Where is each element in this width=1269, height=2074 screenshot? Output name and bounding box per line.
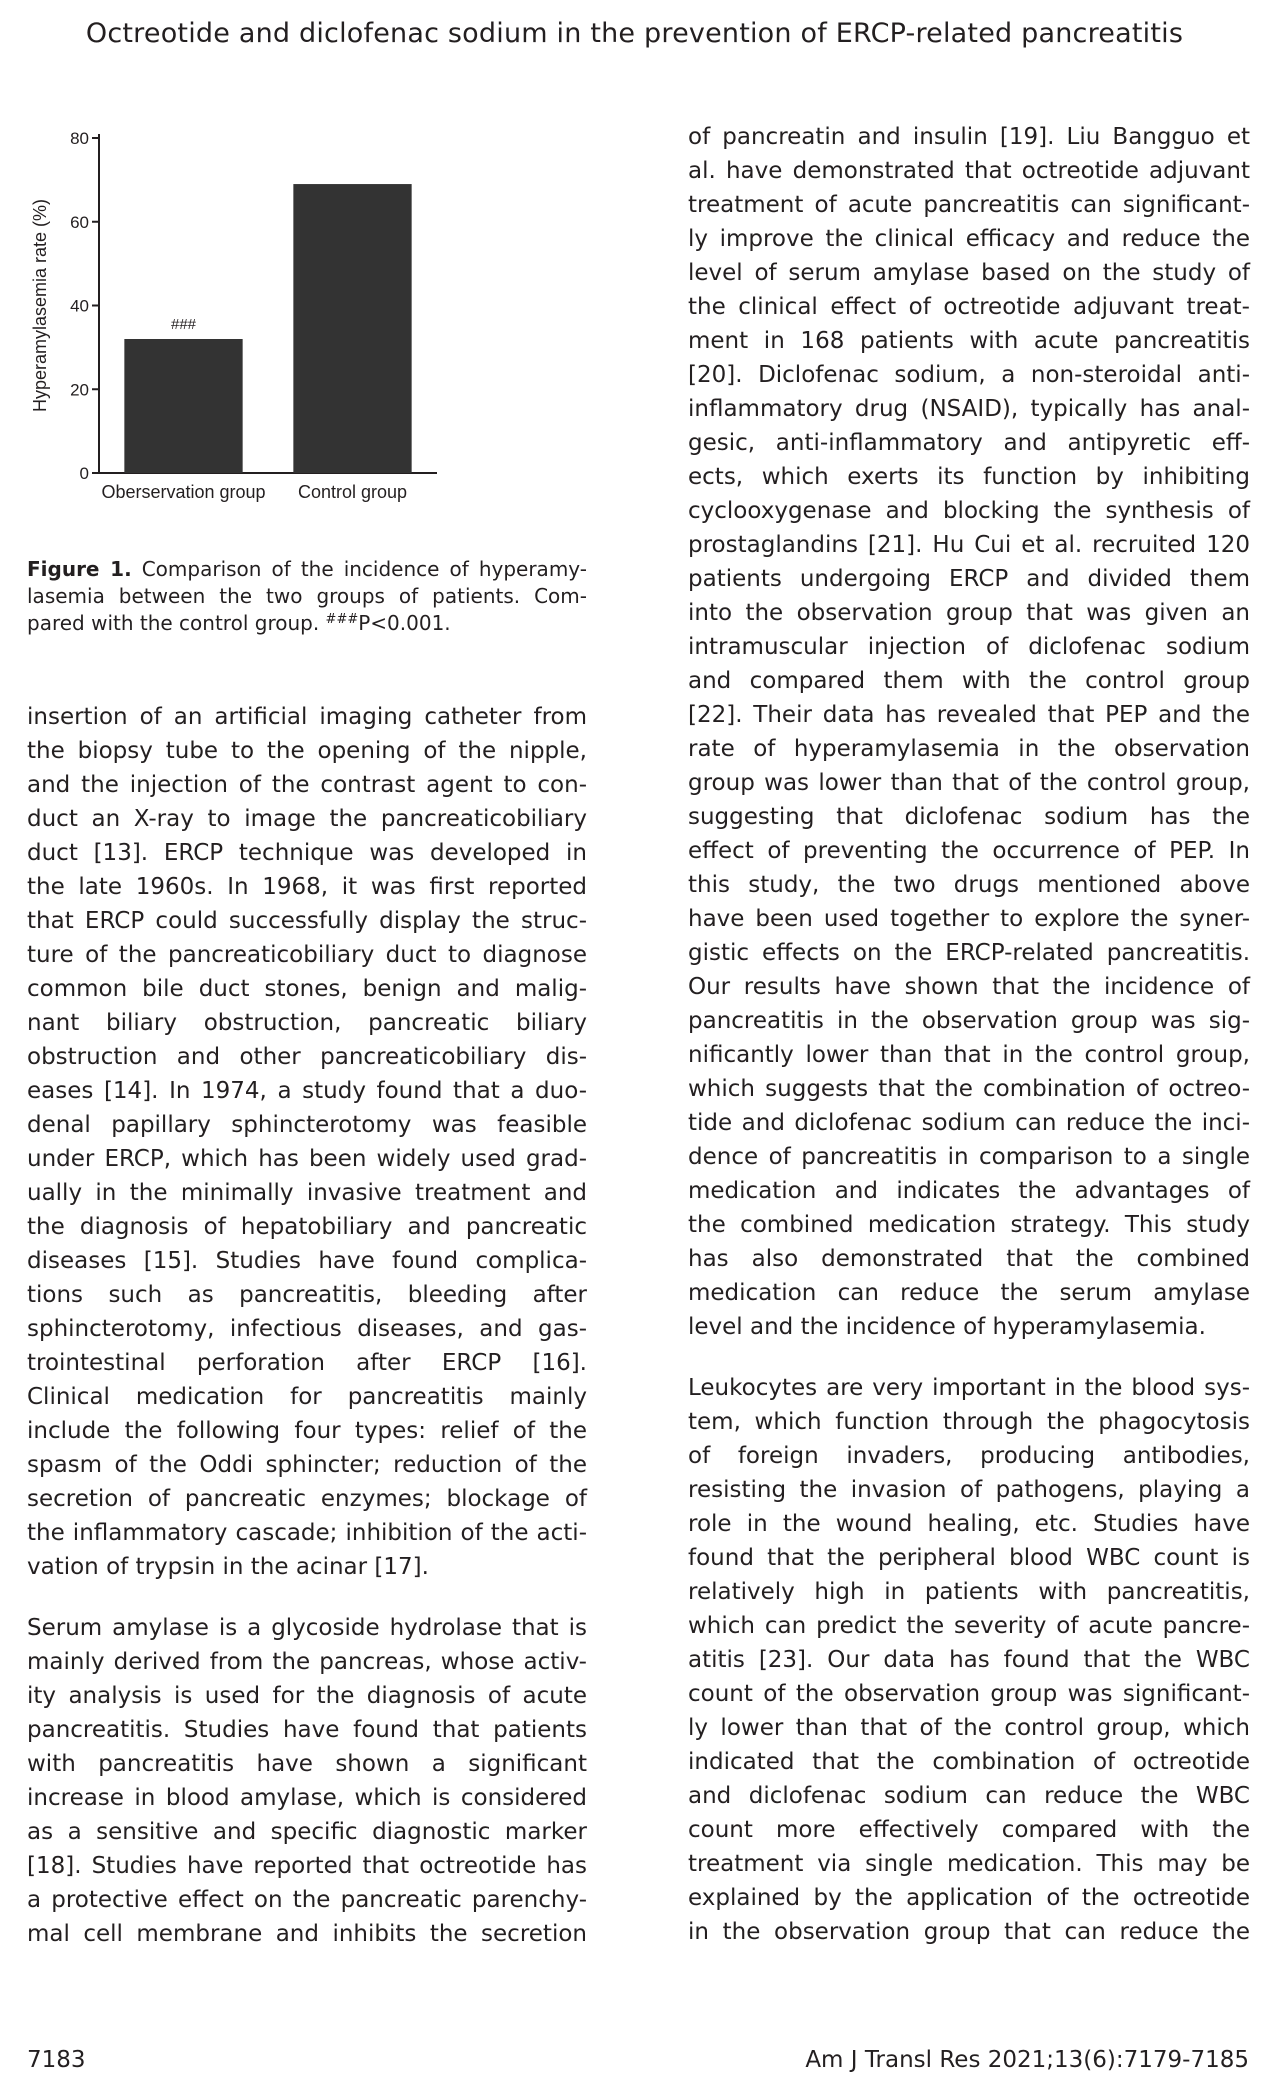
text-line: as a sensitive and specific diagnostic marker	[27, 1819, 587, 1845]
text-line: into the observation group that was given an	[688, 600, 1250, 626]
text-line: the late 1960s. In 1968, it was first reported	[27, 874, 587, 900]
text-line: the clinical effect of octreotide adjuvant treat-	[688, 294, 1250, 320]
x-tick-label: Oberservation group	[101, 482, 266, 502]
bar	[124, 339, 242, 473]
text-line: indicated that the combination of octreotide	[688, 1749, 1250, 1775]
text-line: cyclooxygenase and blocking the synthesis of	[688, 498, 1250, 524]
text-line: tions such as pancreatitis, bleeding after	[27, 1282, 587, 1308]
significance-annotation: ###	[170, 316, 197, 333]
text-line: ity analysis is used for the diagnosis of acute	[27, 1683, 587, 1709]
text-line: ment in 168 patients with acute pancreatitis	[688, 328, 1250, 354]
text-line: level and the incidence of hyperamylasemia.	[688, 1314, 1206, 1340]
text-line: dence of pancreatitis in comparison to a single	[688, 1144, 1250, 1170]
text-line: increase in blood amylase, which is considered	[27, 1785, 587, 1811]
text-line: obstruction and other pancreaticobiliary dis-	[27, 1044, 587, 1070]
text-line: with pancreatitis have shown a significant	[27, 1751, 587, 1777]
text-line: duct an X-ray to image the pancreaticobiliary	[27, 806, 587, 832]
text-line: and diclofenac sodium can reduce the WBC	[688, 1783, 1250, 1809]
text-line: common bile duct stones, benign and malig-	[27, 976, 587, 1002]
bar	[293, 184, 411, 473]
text-line: inflammatory drug (NSAID), typically has anal-	[688, 396, 1250, 422]
y-axis-label: Hyperamylasemia rate (%)	[30, 198, 50, 413]
text-line: secretion of pancreatic enzymes; blockage of	[27, 1486, 587, 1512]
text-line: al. have demonstrated that octreotide adjuvant	[688, 158, 1250, 184]
text-line: gesic, anti-inflammatory and antipyretic eff-	[688, 430, 1250, 456]
caption-line	[27, 556, 587, 583]
text-line: spasm of the Oddi sphincter; reduction of the	[27, 1452, 587, 1478]
text-line: tem, which function through the phagocytosis	[688, 1409, 1250, 1435]
text-line: patients undergoing ERCP and divided them	[688, 566, 1250, 592]
text-line: include the following four types: relief of the	[27, 1418, 587, 1444]
text-line: of foreign invaders, producing antibodies,	[688, 1443, 1250, 1469]
text-line: Leukocytes are very important in the blood sys-	[688, 1375, 1250, 1401]
text-line: mal cell membrane and inhibits the secretion	[27, 1921, 587, 1947]
text-line: effect of preventing the occurrence of PEP. In	[688, 838, 1250, 864]
text-line: insertion of an artificial imaging catheter from	[27, 704, 587, 730]
x-tick-label: Control group	[297, 482, 408, 502]
text-line: diseases [15]. Studies have found complica-	[27, 1248, 587, 1274]
caption-line	[27, 610, 587, 637]
text-line: ly improve the clinical efficacy and reduce the	[688, 226, 1250, 252]
text-line: in the observation group that can reduce the	[688, 1919, 1250, 1945]
text-line: treatment of acute pancreatitis can significant-	[688, 192, 1250, 218]
body-paragraph	[688, 120, 1250, 1344]
text-line: role in the wound healing, etc. Studies have	[688, 1511, 1250, 1537]
text-line: count more effectively compared with the	[688, 1817, 1250, 1843]
text-line: this study, the two drugs mentioned above	[688, 872, 1250, 898]
right-column-body	[688, 120, 1250, 1976]
text-line: relatively high in patients with pancreatitis,	[688, 1579, 1250, 1605]
bar-chart	[27, 128, 587, 538]
text-line: intramuscular injection of diclofenac sodium	[688, 634, 1250, 660]
text-line: mainly derived from the pancreas, whose activ-	[27, 1649, 587, 1675]
text-line: pancreatitis. Studies have found that patients	[27, 1717, 587, 1743]
text-line: count of the observation group was significant-	[688, 1681, 1250, 1707]
text-line: Our results have shown that the incidence of	[688, 974, 1250, 1000]
text-line: ually in the minimally invasive treatment and	[27, 1180, 587, 1206]
text-line: prostaglandins [21]. Hu Cui et al. recruited 120	[688, 532, 1250, 558]
text-line: medication can reduce the serum amylase	[688, 1280, 1250, 1306]
text-line: and the injection of the contrast agent to con-	[27, 772, 587, 798]
y-tick-label: 80	[70, 129, 89, 148]
text-line: duct [13]. ERCP technique was developed in	[27, 840, 587, 866]
text-line: the inflammatory cascade; inhibition of the acti-	[27, 1520, 587, 1546]
page-number: 7183	[27, 2047, 86, 2073]
figure-1-chart	[27, 128, 587, 538]
text-line: [18]. Studies have reported that octreotide has	[27, 1853, 587, 1879]
text-line: and compared them with the control group	[688, 668, 1250, 694]
left-column-body	[27, 700, 587, 1978]
figure-caption	[27, 556, 587, 637]
text-line: Serum amylase is a glycoside hydrolase that is	[27, 1615, 587, 1641]
text-line: suggesting that diclofenac sodium has the	[688, 804, 1250, 830]
text-line: under ERCP, which has been widely used grad-	[27, 1146, 587, 1172]
caption-text: pared with the control group.	[27, 611, 326, 635]
y-tick-label: 20	[70, 380, 89, 400]
caption-line: lasemia between the two groups of patients. Com-	[27, 584, 587, 608]
journal-citation: Am J Transl Res 2021;13(6):7179-7185	[805, 2047, 1249, 2073]
text-line: the biopsy tube to the opening of the nipple,	[27, 738, 587, 764]
text-line: vation of trypsin in the acinar [17].	[27, 1554, 429, 1580]
running-title: Octreotide and diclofenac sodium in the prevention of ERCP-related pancreatitis	[85, 18, 1184, 49]
text-line: nant biliary obstruction, pancreatic biliary	[27, 1010, 587, 1036]
text-line: have been used together to explore the syner-	[688, 906, 1250, 932]
text-line: nificantly lower than that in the control group,	[688, 1042, 1250, 1068]
text-line: treatment via single medication. This may be	[688, 1851, 1250, 1877]
text-line: resisting the invasion of pathogens, playing a	[688, 1477, 1250, 1503]
text-line: eases [14]. In 1974, a study found that a duo-	[27, 1078, 587, 1104]
text-line: [20]. Diclofenac sodium, a non-steroidal anti-	[688, 362, 1250, 388]
y-tick-label: 60	[70, 212, 89, 232]
text-line: the diagnosis of hepatobiliary and pancreatic	[27, 1214, 587, 1240]
y-tick-label: 40	[70, 296, 89, 316]
text-line: sphincterotomy, infectious diseases, and gas-	[27, 1316, 587, 1342]
text-line: found that the peripheral blood WBC count is	[688, 1545, 1250, 1571]
text-line: which can predict the severity of acute pancre-	[688, 1613, 1250, 1639]
text-line: the combined medication strategy. This study	[688, 1212, 1250, 1238]
body-paragraph	[27, 1611, 587, 1951]
caption-significance-mark: ###	[325, 612, 359, 627]
caption-p-value: P<0.001.	[358, 611, 451, 635]
text-line: gistic effects on the ERCP-related pancreatitis.	[688, 940, 1250, 966]
y-tick-label: 0	[79, 464, 89, 483]
text-line: ects, which exerts its function by inhibiting	[688, 464, 1250, 490]
text-line: level of serum amylase based on the study of	[688, 260, 1250, 286]
text-line: a protective effect on the pancreatic parenchy-	[27, 1887, 587, 1913]
text-line: which suggests that the combination of octreo-	[688, 1076, 1250, 1102]
text-line: denal papillary sphincterotomy was feasible	[27, 1112, 587, 1138]
text-line: medication and indicates the advantages of	[688, 1178, 1250, 1204]
text-line: rate of hyperamylasemia in the observation	[688, 736, 1250, 762]
text-line: explained by the application of the octreotide	[688, 1885, 1250, 1911]
text-line: group was lower than that of the control group,	[688, 770, 1250, 796]
text-line: has also demonstrated that the combined	[688, 1246, 1250, 1272]
text-line: tide and diclofenac sodium can reduce the inci-	[688, 1110, 1250, 1136]
body-paragraph	[27, 700, 587, 1584]
text-line: ture of the pancreaticobiliary duct to diagnose	[27, 942, 587, 968]
caption-text: Comparison of the incidence of hyperamy-	[131, 557, 587, 581]
text-line: [22]. Their data has revealed that PEP and the	[688, 702, 1250, 728]
text-line: of pancreatin and insulin [19]. Liu Bangguo et	[688, 124, 1250, 150]
caption-label: Figure 1.	[27, 557, 132, 581]
text-line: atitis [23]. Our data has found that the WBC	[688, 1647, 1250, 1673]
text-line: trointestinal perforation after ERCP [16].	[27, 1350, 587, 1376]
text-line: pancreatitis in the observation group was sig-	[688, 1008, 1250, 1034]
text-line: ly lower than that of the control group, which	[688, 1715, 1250, 1741]
body-paragraph	[688, 1371, 1250, 1949]
text-line: that ERCP could successfully display the struc-	[27, 908, 587, 934]
text-line: Clinical medication for pancreatitis mainly	[27, 1384, 587, 1410]
